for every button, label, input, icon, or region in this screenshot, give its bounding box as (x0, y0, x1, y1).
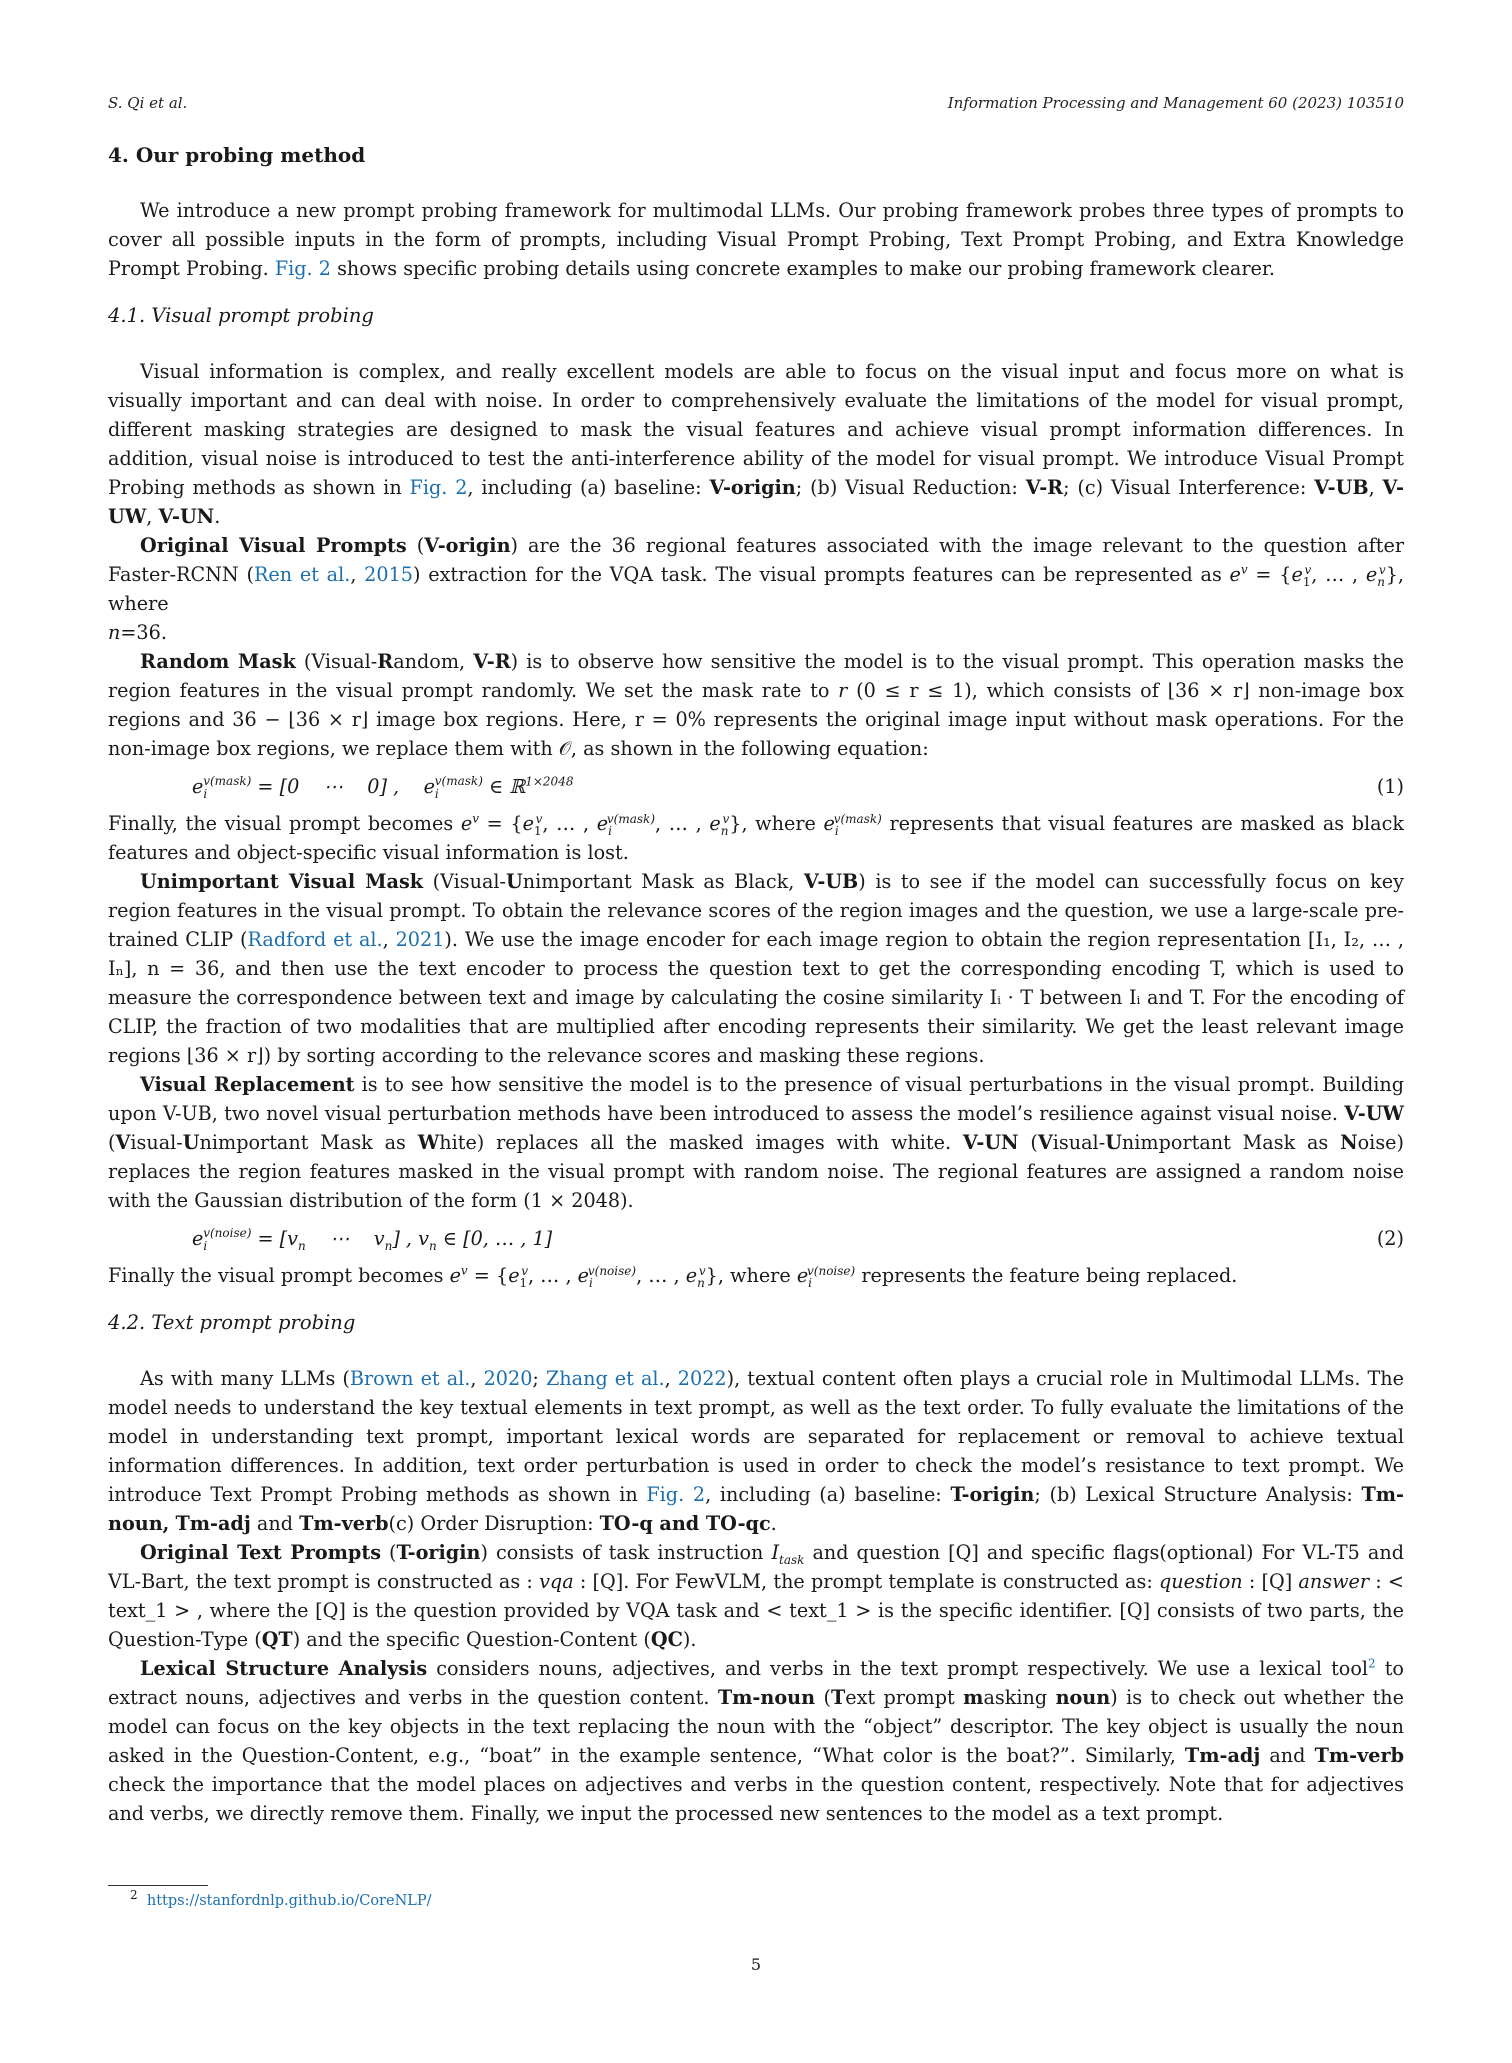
equation-1: $e_i^{v(mask)} = [0$ ⋯ 0] , $e_i^{v(mask)}$ ∈ ℝ$^{1\times 2048}$ (1) (108, 763, 1404, 809)
visual-replacement-paragraph: Visual Replacement is to see how sensitive the model is to the presence of visual perturbations in the visual prompt. Building upon V-UB, two novel visual perturbation methods have been introduced to assess the model’s resilience against visual noise. V-UW (Visual-Unimportant Mask as White) replaces all the masked images with white. V-UN (Visual-Unimportant Mask as Noise) replaces the region features masked in the visual prompt with random noise. The regional features are assigned a random noise with the Gaussian distribution of the form (1 × 2048). (108, 1073, 1405, 1212)
running-header-journal: Information Processing and Management 60 (2023) 103510 (947, 94, 1404, 112)
visual-probing-paragraph: Visual information is complex, and really excellent models are able to focus on the visual input and focus more on what is visually important and can deal with noise. In order to comprehensively evaluate the limitations of the model for visual prompt, different masking strategies are designed to mask the visual features and achieve visual prompt information differences. In addition, visual noise is introduced to test the anti-interference ability of the model for visual prompt. We introduce Visual Prompt Probing methods as shown in Fig. 2, including (a) baseline: V-origin; (b) Visual Reduction: V-R; (c) Visual Interference: V-UB, V-UW, V-UN. (108, 360, 1405, 528)
citation-radford[interactable]: Radford et al. (247, 928, 383, 951)
equation-2-number: (2) (1376, 1227, 1404, 1250)
page-number: 5 (750, 1955, 762, 1974)
equation-2: $e_i^{v(noise)} = [v_n$ ⋯ $v_n$] , $v_n$ ∈ [0, … , 1] (2) (108, 1215, 1404, 1261)
formula-ev: $e^v = \{e_1^v$, … , $e_n^v$} (1229, 562, 1398, 589)
citation-ren-year[interactable]: 2015 (364, 563, 414, 586)
fig2-link[interactable]: Fig. 2 (646, 1483, 706, 1506)
subsection-4-1-title: 4.1. Visual prompt probing (108, 304, 374, 327)
citation-ren[interactable]: Ren et al. (253, 563, 351, 586)
unimportant-mask-paragraph: Unimportant Visual Mask (Visual-Unimportant Mask as Black, V-UB) is to see if the model can successfully focus on key region features in the visual prompt. To obtain the relevance scores of the region images and the question, we use a large-scale pre-trained CLIP (Radford et al., 2021). We use the image encoder for each image region to obtain the region representation [I₁, I₂, … , Iₙ], n = 36, and then use the text encoder to process the question text to get the corresponding encoding T, which is used to measure the correspondence between text and image by calculating the cosine similarity Iᵢ · T between Iᵢ and T. For the encoding of CLIP, the fraction of two modalities that are multiplied after encoding represents their similarity. We get the least relevant image regions ⌊36 × r⌋) by sorting according to the relevance scores and masking these regions. (108, 870, 1404, 1067)
footnote-ref[interactable]: 2 (1368, 1656, 1376, 1671)
equation-1-number: (1) (1376, 775, 1404, 798)
masked-prompt-paragraph: Finally, the visual prompt becomes $e^v = \{e_1^v$, … , $e_i^{v(mask)}$, … , $e_n^v$}, where $e_i^{v(mask)}$ represents that visual features are masked as black features and object-specific visual information is lost. (108, 811, 1404, 864)
running-header-authors: S. Qi et al. (108, 94, 188, 112)
citation-brown-year[interactable]: 2020 (483, 1367, 533, 1390)
original-visual-prompts-paragraph: Original Visual Prompts (V-origin) are the 36 regional features associated with the image relevant to the question after Faster-RCNN (Ren et al., 2015) extraction for the VQA task. The visual prompts features can be represented as $e^v = \{e_1^v$, … , $e_n^v$}, where n=36. (108, 534, 1405, 644)
random-mask-paragraph: Random Mask (Visual-Random, V-R) is to observe how sensitive the model is to the visual prompt. This operation masks the region features in the visual prompt randomly. We set the mask rate to r (0 ≤ r ≤ 1), which consists of ⌊36 × r⌋ non-image box regions and 36 − ⌊36 × r⌋ image box regions. Here, r = 0% represents the original image input without mask operations. For the non-image box regions, we replace them with 𝒪, as shown in the following equation: (108, 650, 1404, 760)
citation-radford-year[interactable]: 2021 (395, 928, 445, 951)
text-probing-paragraph: As with many LLMs (Brown et al., 2020; Zhang et al., 2022), textual content often plays a crucial role in Multimodal LLMs. The model needs to understand the key textual elements in text prompt, as well as the text order. To fully evaluate the limitations of the model in understanding text prompt, important lexical words are separated for replacement or removal to achieve textual information differences. In addition, text order perturbation is used in order to check the model’s resistance to text prompt. We introduce Text Prompt Probing methods as shown in Fig. 2, including (a) baseline: T-origin; (b) Lexical Structure Analysis: Tm-noun, Tm-adj and Tm-verb(c) Order Disruption: TO-q and TO-qc. (108, 1367, 1404, 1535)
subsection-4-2-title: 4.2. Text prompt probing (108, 1311, 356, 1334)
section-title: 4. Our probing method (108, 143, 366, 167)
footnote-number: 2 (130, 1888, 138, 1903)
original-text-prompts-paragraph: Original Text Prompts (T-origin) consists of task instruction $I_{task}$ and question [Q] and specific flags(optional) For VL-T5 and VL-Bart, the text prompt is constructed as : vqa : [Q]. For FewVLM, the prompt template is constructed as: question : [Q] answer : < text_1 > , where the [Q] is the question provided by VQA task and < text_1 > is the specific identifier. [Q] consists of two parts, the Question-Type (QT) and the specific Question-Content (QC). (108, 1541, 1404, 1651)
fig2-link[interactable]: Fig. 2 (274, 257, 331, 280)
footnote-link[interactable]: https://stanfordnlp.github.io/CoreNLP/ (146, 1893, 432, 1909)
noise-prompt-paragraph: Finally the visual prompt becomes $e^v = \{e_1^v$, … , $e_i^{v(noise)}$, … , $e_n^v$}, where $e_i^{v(noise)}$ represents the feature being replaced. (108, 1263, 1238, 1290)
citation-zhang[interactable]: Zhang et al. (545, 1367, 665, 1390)
fig2-link[interactable]: Fig. 2 (409, 476, 468, 499)
citation-zhang-year[interactable]: 2022 (677, 1367, 727, 1390)
footnote (130, 1888, 432, 1909)
footnote-divider (108, 1885, 208, 1886)
citation-brown[interactable]: Brown et al. (349, 1367, 471, 1390)
section-intro: We introduce a new prompt probing framework for multimodal LLMs. Our probing framework probes three types of prompts to cover all possible inputs in the form of prompts, including Visual Prompt Probing, Text Prompt Probing, and Extra Knowledge Prompt Probing. Fig. 2 shows specific probing details using concrete examples to make our probing framework clearer. (108, 199, 1404, 280)
main-content (108, 140, 1404, 1828)
lexical-structure-paragraph: Lexical Structure Analysis considers nouns, adjectives, and verbs in the text prompt respectively. We use a lexical tool$^2$ to extract nouns, adjectives and verbs in the question content. Tm-noun (Text prompt masking noun) is to check out whether the model can focus on the key objects in the text replacing the noun with the “object” descriptor. The key object is usually the noun asked in the Question-Content, e.g., “boat” in the example sentence, “What color is the boat?”. Similarly, Tm-adj and Tm-verb check the importance that the model places on adjectives and verbs in the question content, respectively. Note that for adjectives and verbs, we directly remove them. Finally, we input the processed new sentences to the model as a text prompt. (108, 1656, 1405, 1825)
